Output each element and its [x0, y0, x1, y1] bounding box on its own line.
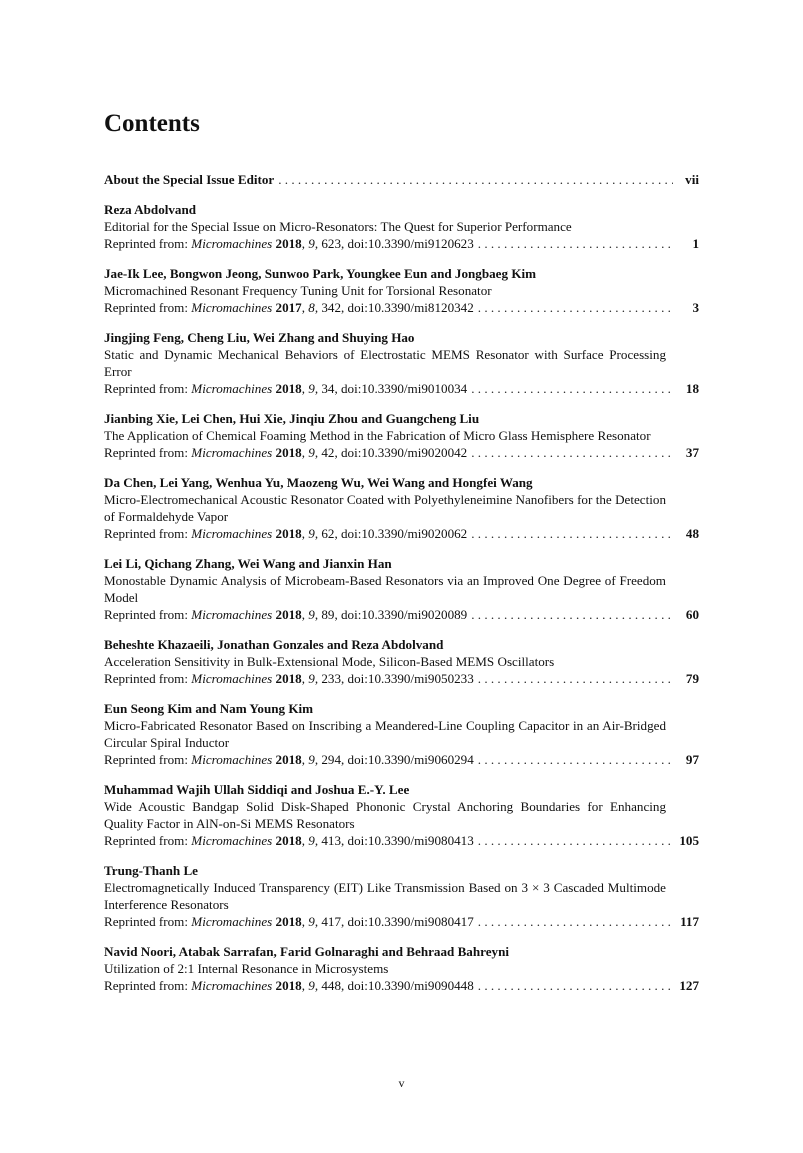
citation-prefix: Reprinted from: [104, 236, 188, 251]
citation-volume: 8 [308, 300, 315, 315]
citation-year: 2018 [275, 526, 302, 541]
toc-entry [104, 781, 699, 849]
leader-dots [478, 235, 673, 252]
toc-line [104, 171, 699, 188]
journal-name: Micromachines [191, 833, 273, 848]
citation-prefix: Reprinted from: [104, 833, 188, 848]
page-number: 60 [685, 607, 699, 622]
entry-authors: Muhammad Wajih Ullah Siddiqi and Joshua E.-Y. Lee [104, 782, 410, 797]
journal-name: Micromachines [191, 300, 273, 315]
citation-prefix: Reprinted from: [104, 607, 188, 622]
citation-text: Reprinted from: Micromachines 2018, 9, 623, doi:10.3390/mi9120623 [104, 236, 474, 251]
entry-authors: Eun Seong Kim and Nam Young Kim [104, 701, 314, 716]
citation-year: 2018 [275, 833, 302, 848]
page-number: 37 [685, 445, 699, 460]
entry-citation [104, 444, 699, 461]
journal-name: Micromachines [191, 607, 273, 622]
page-number: 127 [679, 978, 699, 993]
entry-title: Electromagnetically Induced Transparency (EIT) Like Transmission Based on 3 × 3 Cascaded Multimode Interference Resonators [104, 880, 666, 912]
entry-citation [104, 380, 699, 397]
citation-year: 2018 [275, 914, 302, 929]
entry-citation [104, 913, 699, 930]
entry-title: Static and Dynamic Mechanical Behaviors of Electrostatic MEMS Resonator with Surface Processing Error [104, 347, 666, 379]
citation-text: Reprinted from: Micromachines 2018, 9, 417, doi:10.3390/mi9080417 [104, 914, 474, 929]
journal-name: Micromachines [191, 381, 273, 396]
entry-authors: Jianbing Xie, Lei Chen, Hui Xie, Jinqiu Zhou and Guangcheng Liu [104, 411, 480, 426]
toc-entry [104, 555, 699, 623]
citation-text: Reprinted from: Micromachines 2018, 9, 42, doi:10.3390/mi9020042 [104, 445, 468, 460]
citation-text: Reprinted from: Micromachines 2018, 9, 34, doi:10.3390/mi9010034 [104, 381, 468, 396]
citation-volume: 9 [308, 671, 315, 686]
citation-year: 2018 [275, 236, 302, 251]
page-number: 18 [685, 381, 699, 396]
citation-rest: , 342, doi:10.3390/mi8120342 [314, 300, 474, 315]
citation-text: Reprinted from: Micromachines 2018, 9, 233, doi:10.3390/mi9050233 [104, 671, 474, 686]
citation-text: Reprinted from: Micromachines 2018, 9, 294, doi:10.3390/mi9060294 [104, 752, 474, 767]
entry-citation [104, 977, 699, 994]
entry-authors: Jingjing Feng, Cheng Liu, Wei Zhang and Shuying Hao [104, 330, 415, 345]
entry-citation [104, 670, 699, 687]
citation-year: 2018 [275, 445, 302, 460]
citation-prefix: Reprinted from: [104, 526, 188, 541]
leader-dots [471, 380, 673, 397]
entry-authors: Trung-Thanh Le [104, 863, 198, 878]
toc-entry [104, 265, 699, 316]
toc-entry-list [104, 201, 699, 994]
citation-prefix: Reprinted from: [104, 381, 188, 396]
entry-citation [104, 299, 699, 316]
citation-prefix: Reprinted from: [104, 978, 188, 993]
citation-rest: , 294, doi:10.3390/mi9060294 [314, 752, 474, 767]
citation-rest: , 233, doi:10.3390/mi9050233 [314, 671, 474, 686]
page-title: Contents [104, 110, 200, 137]
toc-entry [104, 410, 699, 461]
leader-dots [478, 913, 673, 930]
citation-year: 2018 [275, 671, 302, 686]
citation-year: 2018 [275, 978, 302, 993]
citation-prefix: Reprinted from: [104, 445, 188, 460]
entry-citation [104, 606, 699, 623]
citation-rest: , 623, doi:10.3390/mi9120623 [314, 236, 474, 251]
toc-entry-label: About the Special Issue Editor [104, 172, 275, 187]
journal-name: Micromachines [191, 236, 273, 251]
entry-authors: Lei Li, Qichang Zhang, Wei Wang and Jianxin Han [104, 556, 392, 571]
entry-authors: Beheshte Khazaeili, Jonathan Gonzales and Reza Abdolvand [104, 637, 444, 652]
journal-name: Micromachines [191, 752, 273, 767]
citation-prefix: Reprinted from: [104, 671, 188, 686]
entry-title: Acceleration Sensitivity in Bulk-Extensional Mode, Silicon-Based MEMS Oscillators [104, 654, 555, 669]
leader-dots [278, 171, 673, 188]
entry-citation [104, 235, 699, 252]
entry-authors: Da Chen, Lei Yang, Wenhua Yu, Maozeng Wu, Wei Wang and Hongfei Wang [104, 475, 533, 490]
leader-dots [478, 751, 673, 768]
citation-prefix: Reprinted from: [104, 914, 188, 929]
entry-citation [104, 751, 699, 768]
toc-entry [104, 201, 699, 252]
page-number: 79 [685, 671, 699, 686]
toc-entry [104, 636, 699, 687]
citation-volume: 9 [308, 236, 315, 251]
citation-text: Reprinted from: Micromachines 2017, 8, 342, doi:10.3390/mi8120342 [104, 300, 474, 315]
entry-title: Micromachined Resonant Frequency Tuning Unit for Torsional Resonator [104, 283, 492, 298]
citation-year: 2018 [275, 752, 302, 767]
citation-volume: 9 [308, 526, 315, 541]
page-number: 97 [685, 752, 699, 767]
entry-title: Wide Acoustic Bandgap Solid Disk-Shaped Phononic Crystal Anchoring Boundaries for Enhancing Quality Factor in AlN-on-Si MEMS Resonators [104, 799, 666, 831]
leader-dots [478, 670, 673, 687]
page-number: 105 [679, 833, 699, 848]
entry-title: Micro-Electromechanical Acoustic Resonator Coated with Polyethyleneimine Nanofibers for the Detection of Formaldehyde Vapor [104, 492, 666, 524]
toc-entry [104, 474, 699, 542]
citation-volume: 9 [308, 978, 315, 993]
leader-dots [471, 444, 673, 461]
leader-dots [478, 977, 673, 994]
journal-name: Micromachines [191, 671, 273, 686]
entry-authors: Reza Abdolvand [104, 202, 197, 217]
leader-dots [478, 832, 673, 849]
toc-entry [104, 700, 699, 768]
citation-prefix: Reprinted from: [104, 752, 188, 767]
citation-rest: , 448, doi:10.3390/mi9090448 [314, 978, 474, 993]
citation-text: Reprinted from: Micromachines 2018, 9, 89, doi:10.3390/mi9020089 [104, 607, 468, 622]
toc-entry [104, 862, 699, 930]
citation-text: Reprinted from: Micromachines 2018, 9, 448, doi:10.3390/mi9090448 [104, 978, 474, 993]
citation-volume: 9 [308, 914, 315, 929]
leader-dots [471, 606, 673, 623]
citation-rest: , 42, doi:10.3390/mi9020042 [314, 445, 468, 460]
entry-title: The Application of Chemical Foaming Method in the Fabrication of Micro Glass Hemisphere Resonator [104, 428, 651, 443]
journal-name: Micromachines [191, 914, 273, 929]
page-number: vii [685, 172, 699, 187]
leader-dots [471, 525, 673, 542]
page-number: 48 [685, 526, 699, 541]
page-footer-number: v [398, 1076, 405, 1090]
citation-volume: 9 [308, 607, 315, 622]
citation-volume: 9 [308, 833, 315, 848]
page-number: 117 [680, 914, 699, 929]
entry-authors: Jae-Ik Lee, Bongwon Jeong, Sunwoo Park, Youngkee Eun and Jongbaeg Kim [104, 266, 537, 281]
leader-dots [478, 299, 673, 316]
entry-title: Monostable Dynamic Analysis of Microbeam-Based Resonators via an Improved One Degree of Freedom Model [104, 573, 666, 605]
citation-prefix: Reprinted from: [104, 300, 188, 315]
table-of-contents [104, 171, 699, 1007]
citation-rest: , 34, doi:10.3390/mi9010034 [314, 381, 468, 396]
entry-title: Utilization of 2:1 Internal Resonance in Microsystems [104, 961, 389, 976]
toc-entry [104, 943, 699, 994]
citation-volume: 9 [308, 445, 315, 460]
entry-citation [104, 832, 699, 849]
citation-volume: 9 [308, 752, 315, 767]
toc-entry [104, 329, 699, 397]
citation-year: 2017 [275, 300, 302, 315]
citation-text: Reprinted from: Micromachines 2018, 9, 62, doi:10.3390/mi9020062 [104, 526, 468, 541]
page-number: 3 [692, 300, 699, 315]
entry-citation [104, 525, 699, 542]
citation-year: 2018 [275, 607, 302, 622]
citation-rest: , 417, doi:10.3390/mi9080417 [314, 914, 474, 929]
toc-entry-editor [104, 171, 699, 188]
page-number: 1 [692, 236, 699, 251]
citation-rest: , 413, doi:10.3390/mi9080413 [314, 833, 474, 848]
entry-title: Micro-Fabricated Resonator Based on Inscribing a Meandered-Line Coupling Capacitor in an Air-Bridged Circular Spiral Inductor [104, 718, 666, 750]
citation-volume: 9 [308, 381, 315, 396]
journal-name: Micromachines [191, 978, 273, 993]
citation-rest: , 62, doi:10.3390/mi9020062 [314, 526, 468, 541]
journal-name: Micromachines [191, 526, 273, 541]
citation-rest: , 89, doi:10.3390/mi9020089 [314, 607, 468, 622]
journal-name: Micromachines [191, 445, 273, 460]
citation-text: Reprinted from: Micromachines 2018, 9, 413, doi:10.3390/mi9080413 [104, 833, 474, 848]
citation-year: 2018 [275, 381, 302, 396]
entry-title: Editorial for the Special Issue on Micro-Resonators: The Quest for Superior Performance [104, 219, 572, 234]
entry-authors: Navid Noori, Atabak Sarrafan, Farid Golnaraghi and Behraad Bahreyni [104, 944, 509, 959]
